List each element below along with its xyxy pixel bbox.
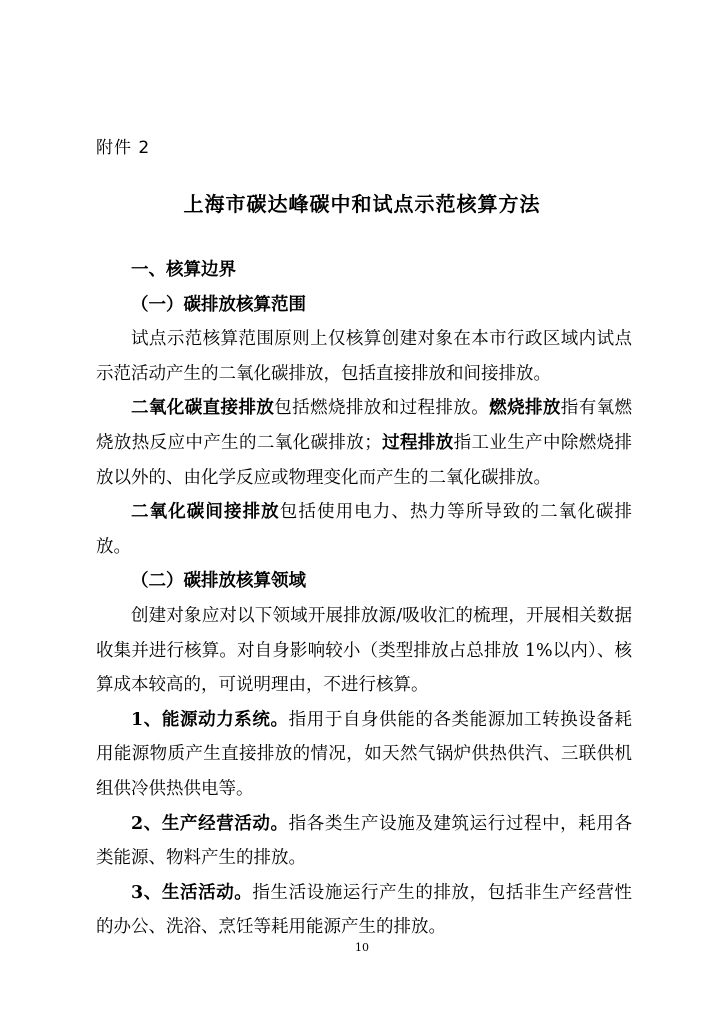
list-item-living [96,876,632,945]
term-direct-emissions: 二氧化碳直接排放 [131,398,275,419]
term-process-emissions: 过程排放 [381,432,454,453]
list-item-production [96,807,632,876]
item-text: 指生活设施运行产生的排放，包括非生产经营性的办公、洗浴、烹饪等耗用能源产生的排放。 [96,882,632,938]
document-title: 上海市碳达峰碳中和试点示范核算方法 [183,192,541,216]
annex-label: 附件 2 [96,138,151,158]
page-number: 10 [355,941,369,954]
item-term: 2、生产经营活动。 [131,813,289,834]
subsection-heading-scope: （一）碳排放核算范围 [131,294,306,315]
item-term: 3、生活活动。 [131,882,253,903]
text-combustion-emissions: 指有氧燃烧放热反应中产生的二氧化碳排放； [96,398,633,453]
item-text: 指各类生产设施及建筑运行过程中，耗用各类能源、物料产生的排放。 [96,813,632,869]
subsection-heading-domains: （二）碳排放核算领域 [131,571,306,592]
section-heading-boundary: 一、核算边界 [131,260,236,280]
term-combustion-emissions: 燃烧排放 [489,398,561,419]
list-item-energy-system [96,703,632,807]
item-text: 指用于自身供能的各类能源加工转换设备耗用能源物质产生直接排放的情况，如天然气锅炉供热供汽、三联供机组供冷供热供电等。 [96,709,632,799]
text-indirect-emissions: 包括使用电力、热力等所导致的二氧化碳排放。 [96,502,633,557]
document-body [96,253,632,945]
paragraph-domains: 创建对象应对以下领域开展排放源/吸收汇的梳理，开展相关数据收集并进行核算。对自身影响较小（类型排放占总排放 1%以内）、核算成本较高的，可说明理由，不进行核算。 [96,605,632,696]
paragraph-direct-emissions [96,391,632,495]
paragraph-indirect-emissions [96,495,632,564]
paragraph-scope: 试点示范核算范围原则上仅核算创建对象在本市行政区域内试点示范活动产生的二氧化碳排放，包括直接排放和间接排放。 [96,329,632,384]
text-process-emissions: 指工业生产中除燃烧排放以外的、由化学反应或物理变化而产生的二氧化碳排放。 [96,432,633,488]
item-term: 1、能源动力系统。 [131,709,289,730]
term-indirect-emissions: 二氧化碳间接排放 [131,502,280,523]
text-direct-emissions: 包括燃烧排放和过程排放。 [274,398,490,419]
